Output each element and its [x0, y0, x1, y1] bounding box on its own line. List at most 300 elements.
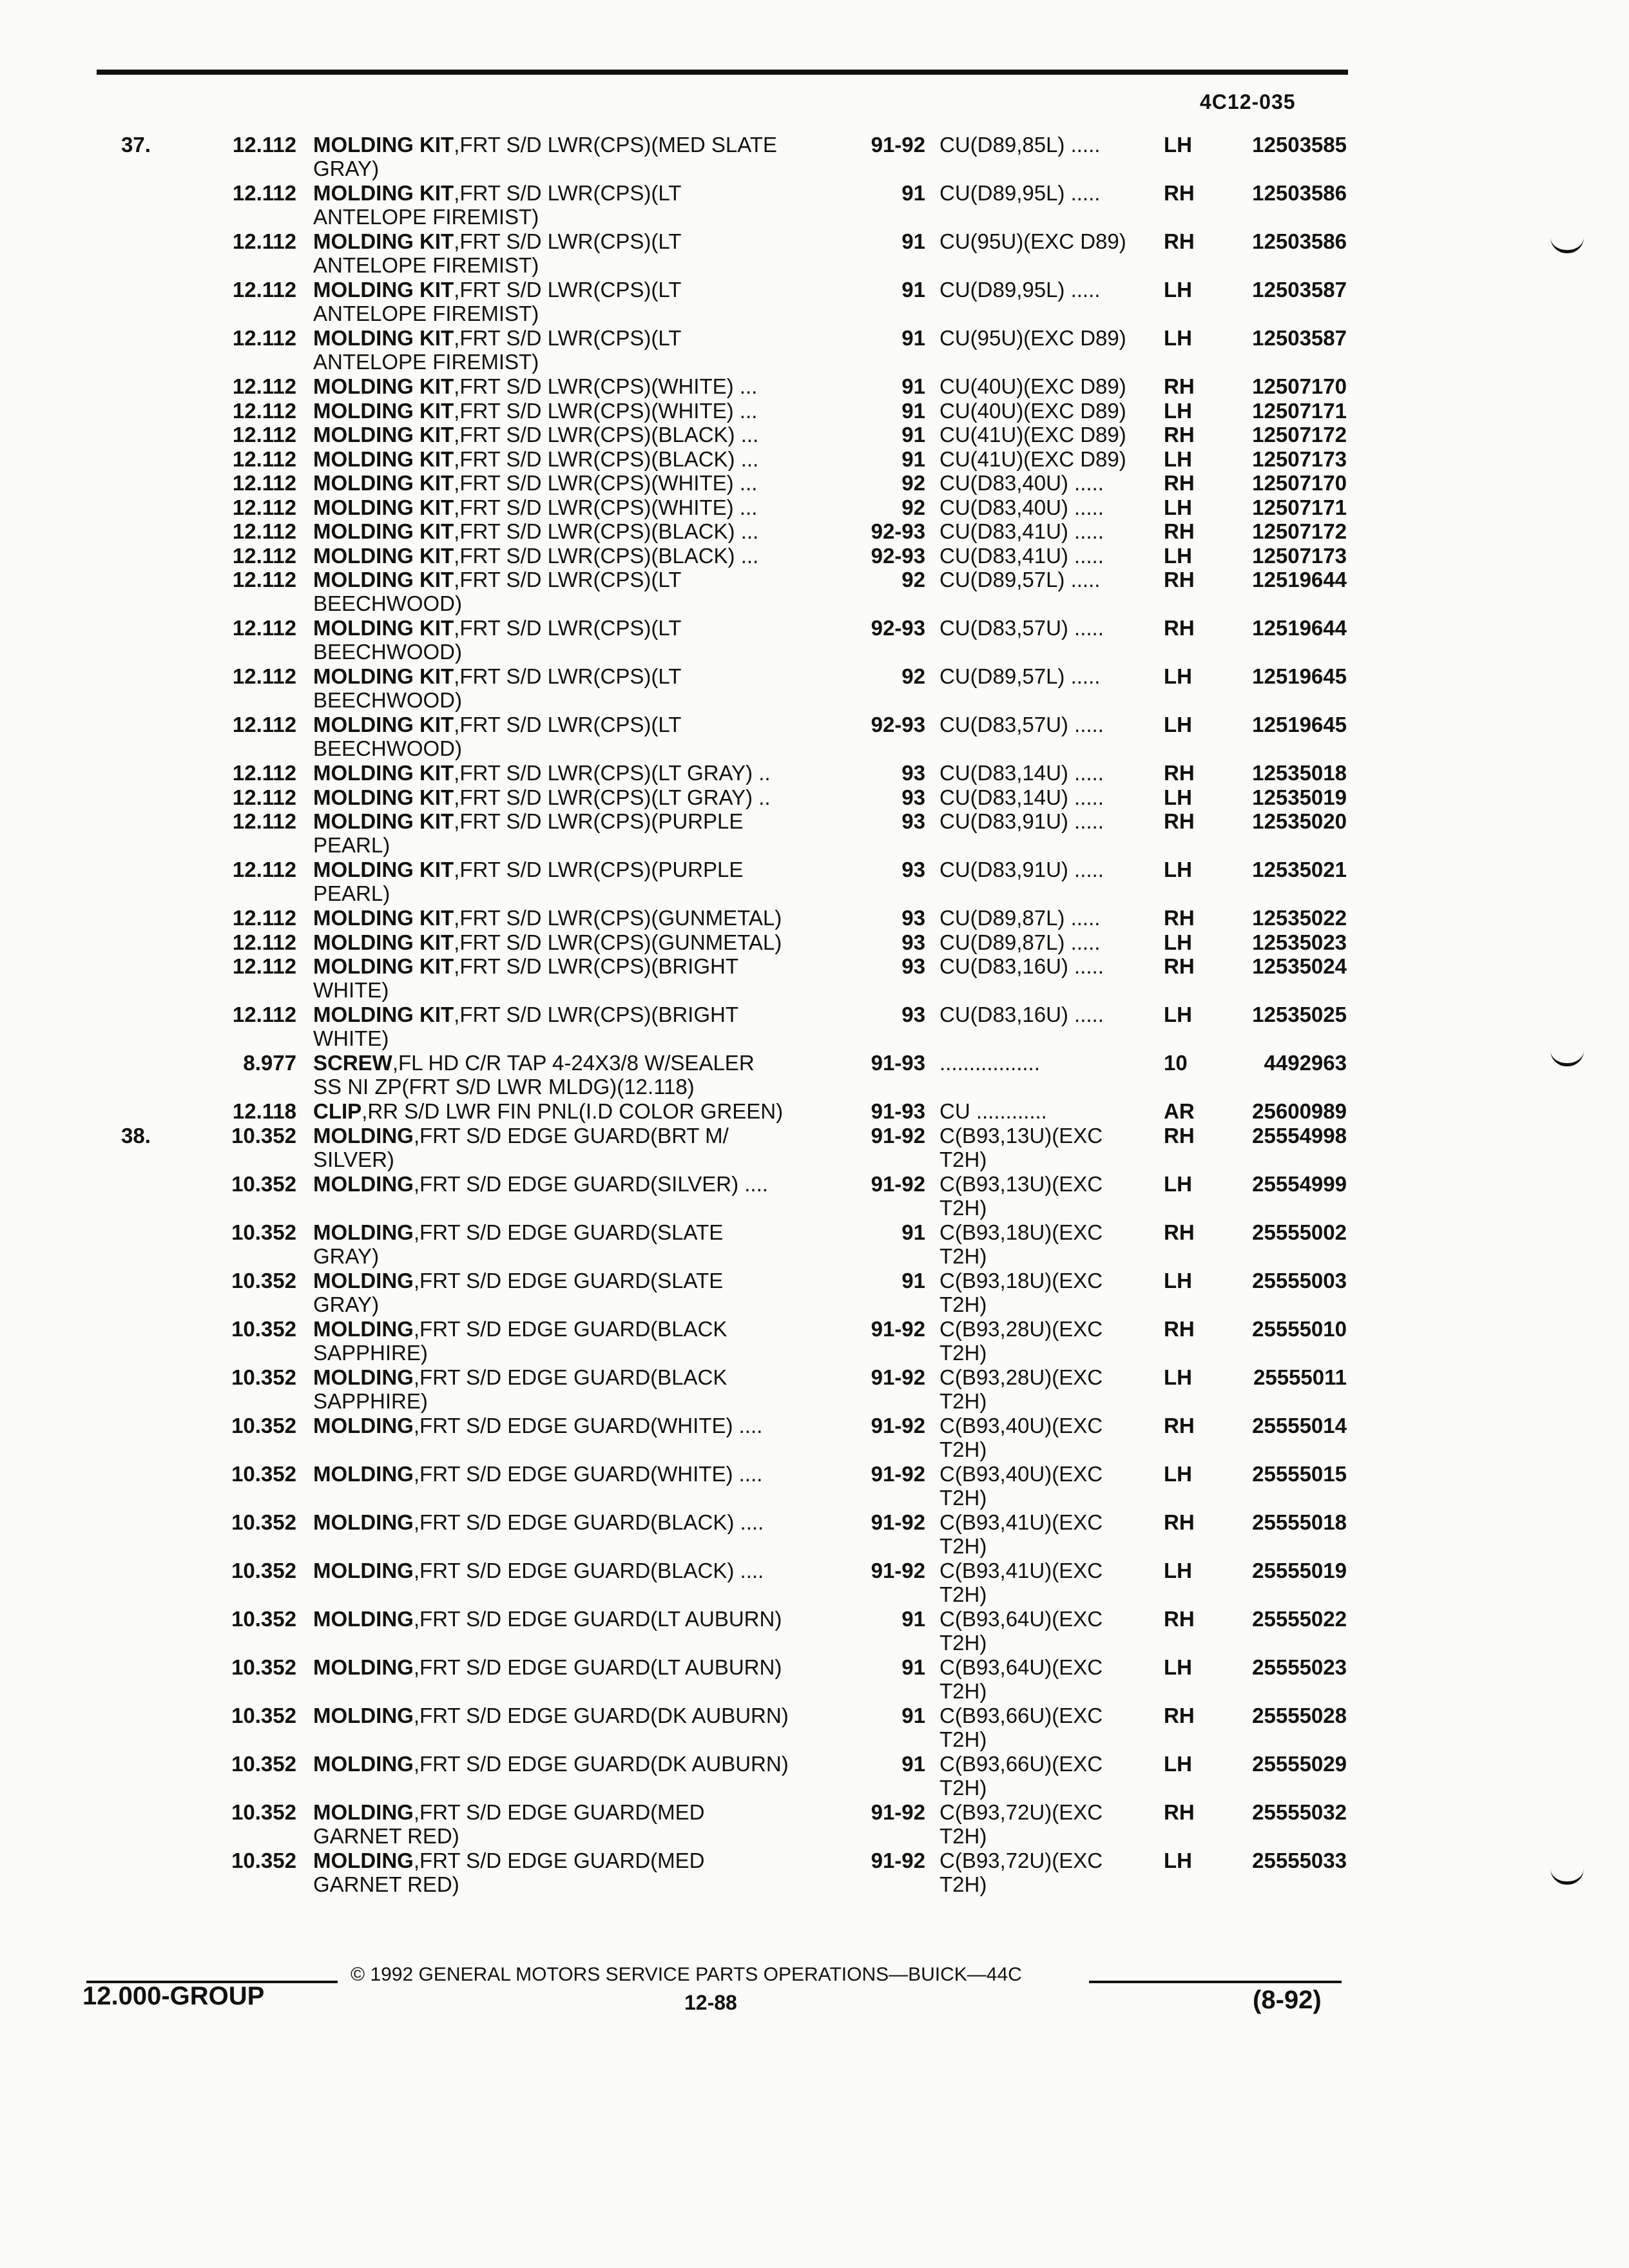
part-name: MOLDING: [313, 1655, 414, 1679]
part-description-continued: BEECHWOOD): [313, 688, 462, 712]
usage-code-text: CU(D89,87L) .....: [940, 906, 1101, 930]
part-name: MOLDING KIT: [313, 568, 454, 591]
group-number: 12.112: [232, 809, 296, 833]
part-name: MOLDING KIT: [313, 519, 454, 543]
side-or-quantity: RH: [1164, 954, 1195, 978]
usage-code: [940, 495, 1104, 519]
part-name: MOLDING: [313, 1462, 414, 1486]
model-year: 92: [901, 471, 925, 495]
side-or-quantity: RH: [1164, 229, 1195, 253]
group-number: 12.112: [232, 374, 296, 398]
group-number: 12.112: [232, 133, 296, 157]
part-description-continued: SS NI ZP(FRT S/D LWR MLDG)(12.118): [313, 1075, 695, 1099]
side-or-quantity: RH: [1164, 1220, 1195, 1244]
part-number: 25555019: [1252, 1559, 1347, 1582]
part-description-continued: ANTELOPE FIREMIST): [313, 205, 539, 229]
model-year: 93: [901, 761, 925, 785]
part-description-text: ,FRT S/D LWR(CPS)(LT: [454, 326, 682, 350]
side-or-quantity: RH: [1164, 374, 1195, 398]
usage-code: [940, 326, 1126, 350]
page-code: 4C12-035: [1200, 90, 1296, 113]
footer-page-number: 12-88: [684, 1991, 737, 2014]
group-number: 12.112: [232, 495, 296, 519]
model-year: 91: [901, 1704, 925, 1727]
part-name: MOLDING: [313, 1269, 414, 1293]
usage-code: [940, 858, 1104, 881]
part-description-text: ,FRT S/D LWR(CPS)(PURPLE: [454, 858, 744, 881]
usage-code: [940, 544, 1104, 568]
usage-code: [940, 1414, 1103, 1461]
part-description-continued: WHITE): [313, 1026, 389, 1050]
usage-code-text: C(B93,64U)(EXC: [940, 1607, 1103, 1631]
part-description-text: ,FRT S/D LWR(CPS)(BLACK) ...: [454, 519, 759, 543]
usage-code-text: CU(D83,40U) .....: [940, 495, 1104, 519]
usage-code-text: CU(D89,87L) .....: [940, 930, 1101, 954]
usage-code-continued: T2H): [940, 1872, 987, 1896]
side-or-quantity: RH: [1164, 423, 1195, 447]
group-number: 12.112: [232, 471, 296, 495]
usage-code-text: CU(D89,57L) .....: [940, 568, 1101, 591]
side-or-quantity: RH: [1164, 1124, 1195, 1148]
usage-code-text: C(B93,13U)(EXC: [940, 1124, 1103, 1148]
model-year: 93: [901, 858, 925, 881]
part-name: MOLDING KIT: [313, 471, 454, 495]
part-name: MOLDING KIT: [313, 181, 454, 205]
part-description-continued: GRAY): [313, 1293, 380, 1316]
usage-code: [940, 374, 1126, 398]
usage-code: [940, 181, 1100, 205]
part-description-continued: GRAY): [313, 157, 380, 180]
part-description-text: ,FRT S/D EDGE GUARD(LT AUBURN): [413, 1655, 782, 1679]
usage-code-text: C(B93,66U)(EXC: [940, 1704, 1103, 1727]
model-year: 91-92: [871, 1462, 925, 1486]
model-year: 91: [901, 374, 925, 398]
part-number: 12507172: [1252, 423, 1347, 447]
group-number: 12.112: [232, 519, 296, 543]
part-name: MOLDING KIT: [313, 858, 454, 881]
group-number: 10.352: [231, 1269, 296, 1293]
part-description-text: ,FRT S/D LWR(CPS)(LT: [454, 568, 682, 591]
part-number: 12503587: [1252, 326, 1347, 350]
side-or-quantity: LH: [1164, 1462, 1192, 1486]
part-description-text: ,FRT S/D LWR(CPS)(WHITE) ...: [454, 495, 758, 519]
usage-code-text: CU(D83,57U) .....: [940, 616, 1104, 640]
part-description-text: ,FRT S/D LWR(CPS)(LT: [454, 713, 682, 736]
group-number: 10.352: [231, 1462, 296, 1486]
part-description-text: ,FRT S/D EDGE GUARD(LT AUBURN): [413, 1607, 782, 1631]
side-or-quantity: RH: [1164, 519, 1195, 543]
usage-code-continued: T2H): [940, 1341, 987, 1365]
usage-code-continued: T2H): [940, 1293, 987, 1316]
usage-code: [940, 133, 1100, 157]
usage-code-text: C(B93,72U)(EXC: [940, 1800, 1103, 1824]
footer-copyright: © 1992 GENERAL MOTORS SERVICE PARTS OPERATIONS—BUICK—44C: [351, 1964, 1022, 1985]
part-description-text: ,FRT S/D LWR(CPS)(GUNMETAL): [454, 930, 782, 954]
usage-code: [940, 616, 1104, 640]
usage-code-text: CU(D83,41U) .....: [940, 544, 1104, 568]
usage-code: [940, 761, 1104, 785]
usage-code-text: C(B93,64U)(EXC: [940, 1655, 1103, 1679]
group-number: 10.352: [231, 1172, 296, 1196]
part-description-text: ,FRT S/D EDGE GUARD(SLATE: [413, 1269, 724, 1293]
part-number: 12507172: [1252, 519, 1347, 543]
usage-code-text: CU(41U)(EXC D89): [940, 423, 1126, 447]
group-number: 10.352: [231, 1607, 296, 1631]
side-or-quantity: LH: [1164, 326, 1192, 350]
part-name: MOLDING KIT: [313, 326, 454, 350]
side-or-quantity: RH: [1164, 616, 1195, 640]
part-number: 12535018: [1252, 761, 1347, 785]
model-year: 91-93: [871, 1051, 925, 1075]
usage-code-continued: T2H): [940, 1148, 987, 1171]
footer-rule-right: [1089, 1981, 1342, 1983]
model-year: 91-92: [871, 1172, 925, 1196]
usage-code-text: .................: [940, 1051, 1040, 1075]
usage-code-text: CU(D89,85L) .....: [940, 133, 1101, 157]
part-description-continued: GARNET RED): [313, 1824, 459, 1848]
group-number: 12.112: [232, 326, 296, 350]
part-name: MOLDING: [313, 1220, 414, 1244]
part-description-text: ,FRT S/D EDGE GUARD(WHITE) ....: [413, 1462, 763, 1486]
model-year: 91-92: [871, 1559, 925, 1582]
side-or-quantity: LH: [1164, 495, 1192, 519]
part-name: MOLDING: [313, 1800, 414, 1824]
usage-code: [940, 1051, 1040, 1075]
group-number: 12.112: [232, 616, 296, 640]
part-name: MOLDING KIT: [313, 374, 454, 398]
usage-code: [940, 809, 1104, 833]
group-number: 10.352: [231, 1655, 296, 1679]
part-number: 12535019: [1252, 785, 1347, 809]
part-description-text: ,FRT S/D LWR(CPS)(LT: [454, 229, 682, 253]
model-year: 91: [901, 181, 925, 205]
part-number: 12535023: [1252, 930, 1347, 954]
part-description-continued: PEARL): [313, 881, 390, 905]
usage-code: [940, 399, 1126, 423]
part-number: 25555022: [1252, 1607, 1347, 1631]
part-name: MOLDING KIT: [313, 906, 454, 930]
side-or-quantity: RH: [1164, 181, 1195, 205]
usage-code-text: CU(D83,91U) .....: [940, 858, 1104, 881]
part-description-continued: GARNET RED): [313, 1872, 459, 1896]
part-number: 25555028: [1252, 1704, 1347, 1727]
side-or-quantity: LH: [1164, 930, 1192, 954]
usage-code: [940, 954, 1104, 978]
part-number: 12507173: [1252, 544, 1347, 568]
side-or-quantity: LH: [1164, 1365, 1192, 1389]
model-year: 92-93: [871, 713, 925, 736]
side-or-quantity: LH: [1164, 1849, 1192, 1872]
model-year: 91-92: [871, 1124, 925, 1148]
group-number: 10.352: [231, 1220, 296, 1244]
group-number: 10.352: [231, 1510, 296, 1534]
part-number: 12507170: [1252, 374, 1347, 398]
part-name: MOLDING: [313, 1559, 414, 1582]
part-description-text: ,FRT S/D EDGE GUARD(WHITE) ....: [413, 1414, 763, 1437]
usage-code-text: C(B93,40U)(EXC: [940, 1414, 1103, 1437]
model-year: 91: [901, 326, 925, 350]
part-description-continued: PEARL): [313, 833, 390, 857]
callout-number: 38.: [121, 1124, 151, 1148]
group-number: 10.352: [231, 1317, 296, 1341]
usage-code: [940, 1365, 1103, 1413]
usage-code-text: CU(D83,41U) .....: [940, 519, 1104, 543]
part-number: 12507173: [1252, 447, 1347, 471]
usage-code: [940, 1849, 1103, 1896]
group-number: 12.112: [232, 906, 296, 930]
model-year: 92-93: [871, 544, 925, 568]
part-description-text: ,FRT S/D EDGE GUARD(MED: [413, 1849, 705, 1872]
usage-code: [940, 1099, 1047, 1123]
part-description-text: ,FRT S/D LWR(CPS)(PURPLE: [454, 809, 744, 833]
part-name: MOLDING KIT: [313, 930, 454, 954]
part-number: 25555032: [1252, 1800, 1347, 1824]
part-name: MOLDING: [313, 1124, 414, 1148]
part-description-text: ,FRT S/D LWR(CPS)(WHITE) ...: [454, 471, 758, 495]
usage-code-text: CU(D83,16U) .....: [940, 1003, 1104, 1026]
group-number: 12.112: [232, 447, 296, 471]
usage-code: [940, 519, 1104, 543]
usage-code-text: CU(D89,57L) .....: [940, 664, 1101, 688]
side-or-quantity: LH: [1164, 664, 1192, 688]
usage-code-text: CU(D83,40U) .....: [940, 471, 1104, 495]
part-description-text: ,FRT S/D EDGE GUARD(SILVER) ....: [413, 1172, 768, 1196]
usage-code-continued: T2H): [940, 1196, 987, 1220]
usage-code: [940, 713, 1104, 736]
usage-code-text: CU(41U)(EXC D89): [940, 447, 1126, 471]
part-name: MOLDING KIT: [313, 399, 454, 423]
usage-code-text: CU(40U)(EXC D89): [940, 374, 1126, 398]
model-year: 91: [901, 423, 925, 447]
side-or-quantity: RH: [1164, 568, 1195, 591]
part-description-continued: BEECHWOOD): [313, 736, 462, 760]
usage-code: [940, 1704, 1103, 1751]
model-year: 93: [901, 1003, 925, 1026]
part-number: 12519645: [1252, 713, 1347, 736]
part-name: MOLDING KIT: [313, 954, 454, 978]
part-name: MOLDING KIT: [313, 785, 454, 809]
usage-code-continued: T2H): [940, 1582, 987, 1606]
part-name: MOLDING: [313, 1414, 414, 1437]
part-name: MOLDING KIT: [313, 495, 454, 519]
group-number: 12.112: [232, 761, 296, 785]
usage-code-text: CU(95U)(EXC D89): [940, 229, 1126, 253]
usage-code: [940, 568, 1100, 591]
part-description-continued: BEECHWOOD): [313, 640, 462, 664]
part-number: 25555003: [1252, 1269, 1347, 1293]
part-description-continued: BEECHWOOD): [313, 591, 462, 615]
part-name: MOLDING: [313, 1849, 414, 1872]
usage-code: [940, 1800, 1103, 1848]
part-name: MOLDING: [313, 1510, 414, 1534]
model-year: 92-93: [871, 519, 925, 543]
side-or-quantity: LH: [1164, 1559, 1192, 1582]
part-number: 25555010: [1252, 1317, 1347, 1341]
group-number: 12.112: [232, 181, 296, 205]
part-description-text: ,FRT S/D LWR(CPS)(BRIGHT: [454, 1003, 738, 1026]
side-or-quantity: LH: [1164, 785, 1192, 809]
model-year: 91-92: [871, 1849, 925, 1872]
usage-code: [940, 930, 1100, 954]
usage-code-text: C(B93,66U)(EXC: [940, 1752, 1103, 1776]
part-description-text: ,FRT S/D LWR(CPS)(LT: [454, 181, 682, 205]
usage-code: [940, 1172, 1103, 1220]
usage-code-text: CU(D89,95L) .....: [940, 278, 1101, 302]
usage-code-text: CU(D83,16U) .....: [940, 954, 1104, 978]
part-description-text: ,FL HD C/R TAP 4-24X3/8 W/SEALER: [392, 1051, 755, 1075]
part-name: MOLDING: [313, 1704, 414, 1727]
part-number: 12503586: [1252, 229, 1347, 253]
part-name: MOLDING KIT: [313, 423, 454, 447]
part-description-text: ,FRT S/D EDGE GUARD(BLACK: [413, 1317, 728, 1341]
usage-code: [940, 1462, 1103, 1510]
group-number: 10.352: [231, 1752, 296, 1776]
group-number: 12.112: [232, 229, 296, 253]
part-description-text: ,FRT S/D LWR(CPS)(BLACK) ...: [454, 447, 759, 471]
side-or-quantity: RH: [1164, 906, 1195, 930]
part-description-text: ,FRT S/D LWR(CPS)(LT: [454, 664, 682, 688]
model-year: 93: [901, 785, 925, 809]
side-or-quantity: LH: [1164, 1003, 1192, 1026]
part-description-text: ,FRT S/D LWR(CPS)(LT: [454, 278, 682, 302]
part-name: MOLDING KIT: [313, 133, 454, 157]
model-year: 93: [901, 954, 925, 978]
part-name: MOLDING: [313, 1607, 414, 1631]
part-number: 12535025: [1252, 1003, 1347, 1026]
usage-code-text: CU(D83,91U) .....: [940, 809, 1104, 833]
usage-code: [940, 664, 1100, 688]
part-description-text: ,FRT S/D EDGE GUARD(DK AUBURN): [413, 1704, 789, 1727]
part-description-text: ,FRT S/D LWR(CPS)(GUNMETAL): [454, 906, 782, 930]
part-name: MOLDING KIT: [313, 278, 454, 302]
model-year: 92: [901, 568, 925, 591]
model-year: 91: [901, 1269, 925, 1293]
side-or-quantity: LH: [1164, 858, 1192, 881]
part-description-text: ,FRT S/D LWR(CPS)(BLACK) ...: [454, 544, 759, 568]
usage-code-text: CU ............: [940, 1099, 1047, 1123]
model-year: 91-92: [871, 1800, 925, 1824]
part-number: 12503585: [1252, 133, 1347, 157]
part-name: MOLDING: [313, 1172, 414, 1196]
part-number: 25555029: [1252, 1752, 1347, 1776]
usage-code-continued: T2H): [940, 1244, 987, 1268]
side-or-quantity: LH: [1164, 133, 1192, 157]
usage-code: [940, 1559, 1103, 1606]
usage-code: [940, 1269, 1103, 1316]
side-or-quantity: RH: [1164, 1704, 1195, 1727]
usage-code: [940, 1655, 1103, 1703]
model-year: 91: [901, 1752, 925, 1776]
model-year: 91-92: [871, 1510, 925, 1534]
model-year: 93: [901, 930, 925, 954]
side-or-quantity: LH: [1164, 544, 1192, 568]
side-or-quantity: LH: [1164, 1269, 1192, 1293]
model-year: 92: [901, 495, 925, 519]
group-number: 12.112: [232, 399, 296, 423]
usage-code-text: C(B93,41U)(EXC: [940, 1510, 1103, 1534]
part-name: MOLDING KIT: [313, 447, 454, 471]
part-description-continued: GRAY): [313, 1244, 380, 1268]
usage-code-continued: T2H): [940, 1437, 987, 1461]
model-year: 91: [901, 278, 925, 302]
callout-number: 37.: [121, 133, 151, 157]
usage-code-continued: T2H): [940, 1631, 987, 1655]
side-or-quantity: LH: [1164, 1172, 1192, 1196]
side-or-quantity: LH: [1164, 447, 1192, 471]
model-year: 91: [901, 447, 925, 471]
usage-code-continued: T2H): [940, 1389, 987, 1413]
part-number: 4492963: [1264, 1051, 1347, 1075]
part-number: 25555014: [1252, 1414, 1347, 1437]
part-number: 25555015: [1252, 1462, 1347, 1486]
part-name: MOLDING KIT: [313, 713, 454, 736]
part-number: 25600989: [1252, 1099, 1347, 1123]
part-name: MOLDING KIT: [313, 616, 454, 640]
usage-code-text: C(B93,72U)(EXC: [940, 1849, 1103, 1872]
part-number: 12507170: [1252, 471, 1347, 495]
part-number: 12507171: [1252, 495, 1347, 519]
part-name: MOLDING KIT: [313, 761, 454, 785]
usage-code: [940, 1003, 1104, 1026]
usage-code: [940, 471, 1104, 495]
part-description-text: ,FRT S/D EDGE GUARD(BLACK) ....: [413, 1510, 764, 1534]
usage-code: [940, 229, 1126, 253]
part-description-text: ,FRT S/D LWR(CPS)(LT GRAY) ..: [454, 785, 771, 809]
side-or-quantity: RH: [1164, 1510, 1195, 1534]
group-number: 12.112: [232, 544, 296, 568]
usage-code-text: CU(D83,57U) .....: [940, 713, 1104, 736]
part-name: CLIP: [313, 1099, 362, 1123]
part-number: 12503586: [1252, 181, 1347, 205]
part-description-text: ,RR S/D LWR FIN PNL(I.D COLOR GREEN): [361, 1099, 784, 1123]
usage-code-continued: T2H): [940, 1534, 987, 1558]
part-number: 25555023: [1252, 1655, 1347, 1679]
usage-code: [940, 906, 1100, 930]
side-or-quantity: LH: [1164, 1752, 1192, 1776]
part-description-text: ,FRT S/D LWR(CPS)(LT: [454, 616, 682, 640]
part-number: 12507171: [1252, 399, 1347, 423]
part-description-continued: ANTELOPE FIREMIST): [313, 253, 539, 277]
usage-code: [940, 423, 1126, 447]
group-number: 12.112: [232, 858, 296, 881]
usage-code-text: CU(95U)(EXC D89): [940, 326, 1126, 350]
usage-code-text: C(B93,18U)(EXC: [940, 1269, 1103, 1293]
group-number: 10.352: [231, 1800, 296, 1824]
model-year: 91: [901, 229, 925, 253]
usage-code-text: C(B93,13U)(EXC: [940, 1172, 1103, 1196]
part-description-text: ,FRT S/D EDGE GUARD(MED: [413, 1800, 705, 1824]
group-number: 10.352: [231, 1124, 296, 1148]
part-number: 12535024: [1252, 954, 1347, 978]
part-name: MOLDING: [313, 1752, 414, 1776]
part-name: MOLDING KIT: [313, 544, 454, 568]
usage-code-text: C(B93,28U)(EXC: [940, 1317, 1103, 1341]
usage-code-continued: T2H): [940, 1776, 987, 1800]
side-or-quantity: RH: [1164, 1800, 1195, 1824]
part-description-text: ,FRT S/D LWR(CPS)(BLACK) ...: [454, 423, 759, 447]
usage-code: [940, 1752, 1103, 1800]
part-number: 12519644: [1252, 568, 1347, 591]
part-number: 25555033: [1252, 1849, 1347, 1872]
group-number: 12.112: [232, 954, 296, 978]
model-year: 91: [901, 1607, 925, 1631]
group-number: 12.112: [232, 713, 296, 736]
side-or-quantity: RH: [1164, 471, 1195, 495]
usage-code: [940, 785, 1104, 809]
part-name: SCREW: [313, 1051, 392, 1075]
side-or-quantity: LH: [1164, 1655, 1192, 1679]
group-number: 12.112: [232, 568, 296, 591]
